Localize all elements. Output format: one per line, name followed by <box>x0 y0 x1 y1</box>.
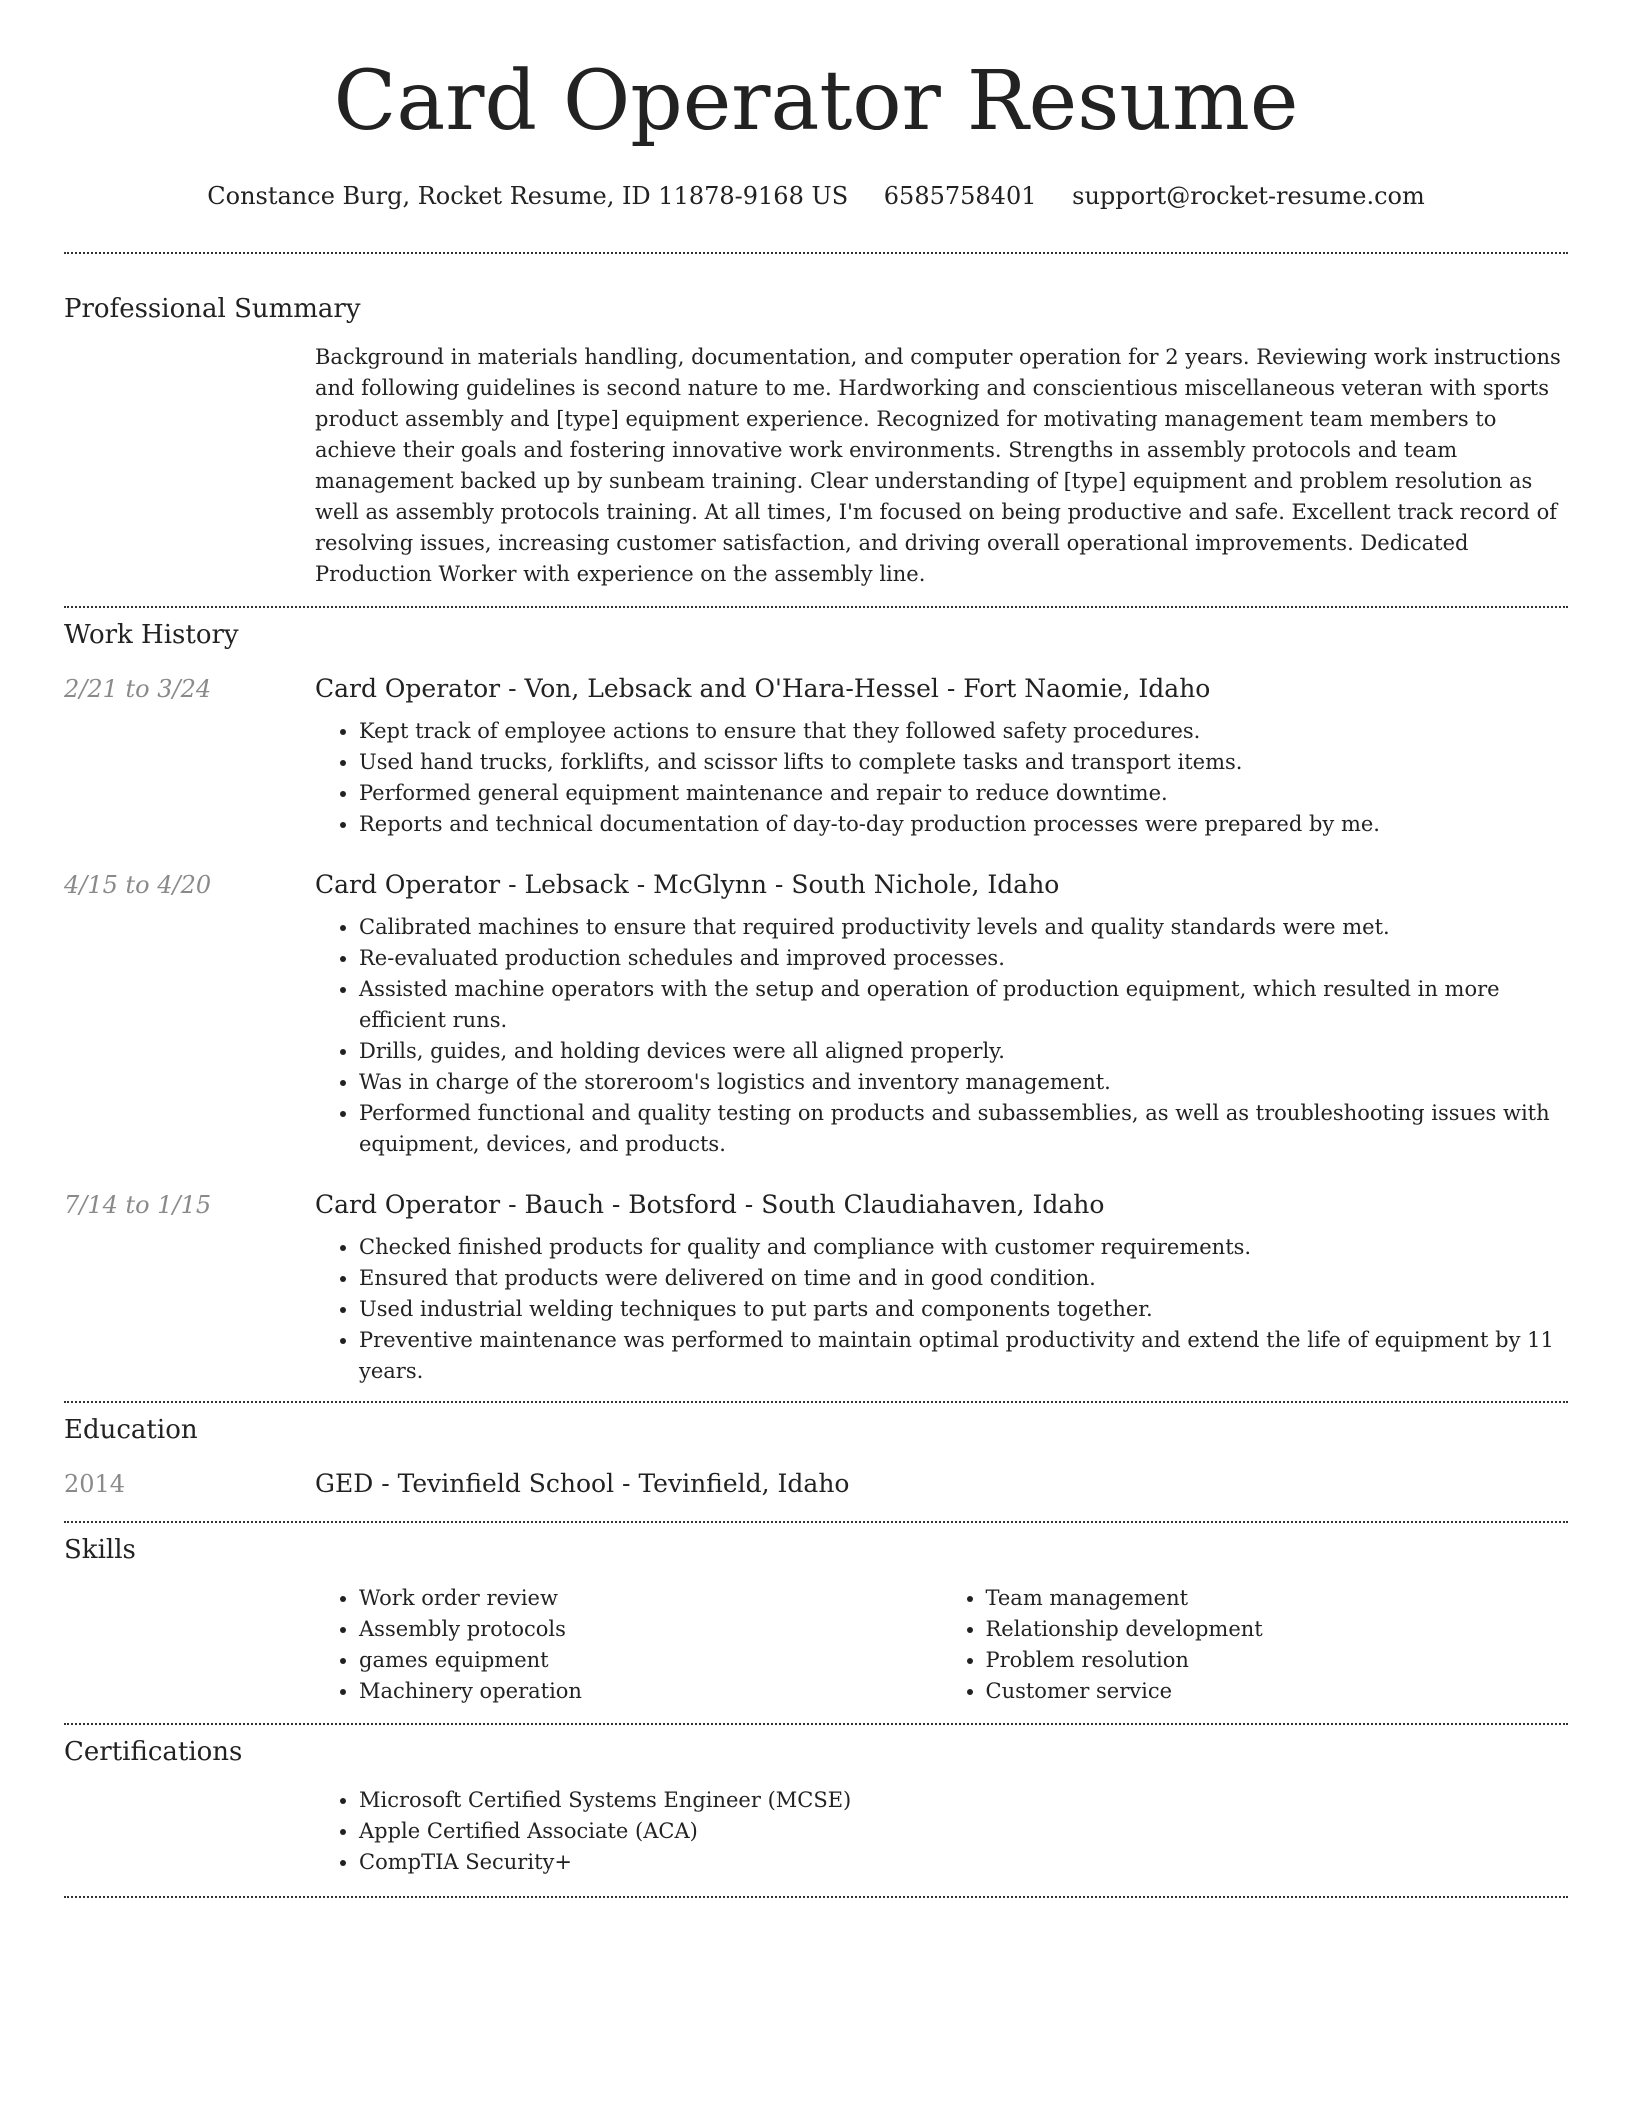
list-item: • Assisted machine operators with the setup and operation of production equipment, which resulted in more efficient runs. <box>359 974 1568 1036</box>
list-item: • Kept track of employee actions to ensure that they followed safety procedures. <box>359 716 1568 747</box>
education-date: 2014 <box>64 1470 126 1498</box>
list-item: • Machinery operation <box>359 1676 942 1707</box>
certifications-section <box>64 1735 1568 1878</box>
skills-list-left <box>315 1583 942 1707</box>
job-bullets <box>315 1232 1568 1387</box>
certifications-list <box>315 1785 1568 1878</box>
summary-text: Background in materials handling, documentation, and computer operation for 2 years. Reviewing work instructions and following guidelines is second nature to me. Hardworking and conscientious miscellaneous veteran with sports product assembly and [type] equipment experience. Recognized for motivating management team members to achieve their goals and fostering innovative work environments. Strengths in assembly protocols and team management backed up by sunbeam training. Clear understanding of [type] equipment and problem resolution as well as assembly protocols training. At all times, I'm focused on being productive and safe. Excellent track record of resolving issues, increasing customer satisfaction, and driving overall operational improvements. Dedicated Production Worker with experience on the assembly line. <box>315 345 1561 586</box>
education-section <box>64 1413 1568 1501</box>
contact-line <box>64 180 1568 212</box>
job-entry <box>64 672 1568 840</box>
list-item: • Ensured that products were delivered on time and in good condition. <box>359 1263 1568 1294</box>
list-item: • Assembly protocols <box>359 1614 942 1645</box>
list-item: • Reports and technical documentation of day-to-day production processes were prepared by me. <box>359 809 1568 840</box>
list-item: • Problem resolution <box>986 1645 1569 1676</box>
education-entry: GED - Tevinfield School - Tevinfield, Idaho <box>315 1469 850 1498</box>
list-item: • Preventive maintenance was performed to maintain optimal productivity and extend the life of equipment by 11 years. <box>359 1325 1568 1387</box>
skills-list-right <box>942 1583 1569 1707</box>
job-title: Card Operator - Von, Lebsack and O'Hara-Hessel - Fort Naomie, Idaho <box>315 674 1211 703</box>
list-item: • Work order review <box>359 1583 942 1614</box>
list-item: • Customer service <box>986 1676 1569 1707</box>
list-item: • Performed general equipment maintenance and repair to reduce downtime. <box>359 778 1568 809</box>
job-bullets <box>315 912 1568 1160</box>
list-item: • Checked finished products for quality and compliance with customer requirements. <box>359 1232 1568 1263</box>
job-entry <box>64 1188 1568 1387</box>
list-item: • Used hand trucks, forklifts, and scissor lifts to complete tasks and transport items. <box>359 747 1568 778</box>
skills-heading: Skills <box>64 1535 136 1565</box>
divider <box>64 1521 1568 1523</box>
list-item: • Was in charge of the storeroom's logistics and inventory management. <box>359 1067 1568 1098</box>
list-item: • Team management <box>986 1583 1569 1614</box>
job-date: 7/14 to 1/15 <box>64 1191 212 1219</box>
contact-phone: 6585758401 <box>883 182 1037 210</box>
divider <box>64 1896 1568 1898</box>
summary-section <box>64 292 1568 590</box>
job-title: Card Operator - Lebsack - McGlynn - South Nichole, Idaho <box>315 870 1060 899</box>
list-item: • Calibrated machines to ensure that required productivity levels and quality standards were met. <box>359 912 1568 943</box>
job-title: Card Operator - Bauch - Botsford - South Claudiahaven, Idaho <box>315 1190 1105 1219</box>
skills-grid <box>315 1583 1568 1707</box>
job-date: 2/21 to 3/24 <box>64 675 212 703</box>
list-item: • Drills, guides, and holding devices were all aligned properly. <box>359 1036 1568 1067</box>
list-item: • games equipment <box>359 1645 942 1676</box>
divider <box>64 1401 1568 1403</box>
divider <box>64 606 1568 608</box>
work-history-section <box>64 618 1568 1387</box>
education-heading: Education <box>64 1415 198 1445</box>
job-date: 4/15 to 4/20 <box>64 871 212 899</box>
summary-heading: Professional Summary <box>64 294 361 324</box>
resume-title: Card Operator Resume <box>333 54 1299 149</box>
list-item: • Relationship development <box>986 1614 1569 1645</box>
contact-email: support@rocket-resume.com <box>1072 182 1425 210</box>
list-item: • Apple Certified Associate (ACA) <box>359 1816 1568 1847</box>
divider <box>64 252 1568 254</box>
divider <box>64 1723 1568 1725</box>
list-item: • Performed functional and quality testing on products and subassemblies, as well as troubleshooting issues with equipment, devices, and products. <box>359 1098 1568 1160</box>
contact-address: Constance Burg, Rocket Resume, ID 11878-9168 US <box>207 182 849 210</box>
job-entry <box>64 868 1568 1160</box>
work-history-heading: Work History <box>64 620 239 650</box>
list-item: • Microsoft Certified Systems Engineer (MCSE) <box>359 1785 1568 1816</box>
list-item: • Used industrial welding techniques to put parts and components together. <box>359 1294 1568 1325</box>
job-bullets <box>315 716 1568 840</box>
list-item: • Re-evaluated production schedules and improved processes. <box>359 943 1568 974</box>
skills-section <box>64 1533 1568 1707</box>
list-item: • CompTIA Security+ <box>359 1847 1568 1878</box>
certifications-heading: Certifications <box>64 1737 243 1767</box>
